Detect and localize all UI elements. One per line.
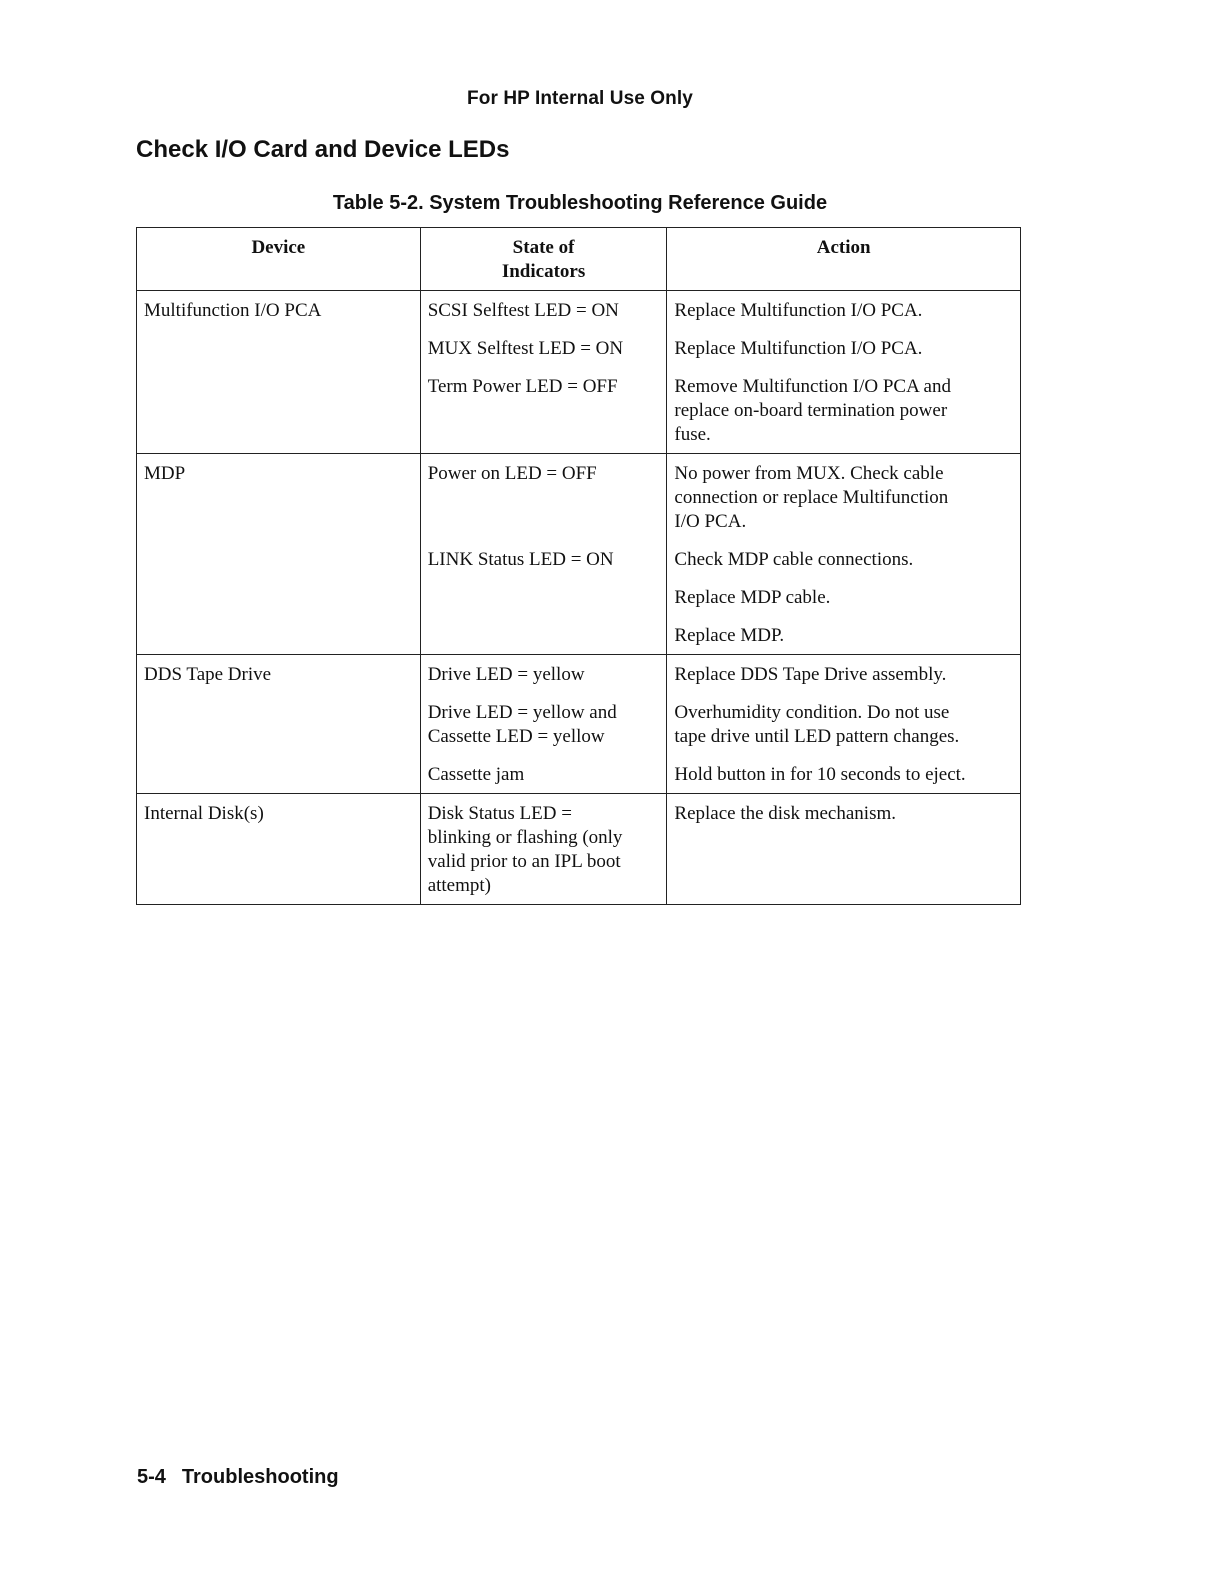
- column-header-action: [667, 228, 1021, 291]
- corrective-action-line: Hold button in for 10 seconds to eject.: [674, 764, 966, 785]
- column-header-state: [420, 228, 667, 291]
- corrective-action-line: I/O PCA.: [674, 511, 747, 532]
- indicator-state: [421, 794, 667, 904]
- indicator-state: [421, 749, 667, 793]
- indicator-state-line: SCSI Selftest LED = ON: [427, 300, 619, 321]
- action-cell: [667, 655, 1021, 794]
- internal-use-notice: For HP Internal Use Only: [467, 88, 693, 109]
- device-cell: [137, 794, 421, 905]
- indicator-state-line: valid prior to an IPL boot: [427, 851, 621, 872]
- corrective-action: [667, 655, 1020, 687]
- corrective-action: [667, 291, 1020, 323]
- indicator-state: [421, 361, 667, 453]
- corrective-action: [667, 749, 1020, 793]
- corrective-action-line: replace on-board termination power: [674, 400, 948, 421]
- column-header-device-label: Device: [251, 237, 306, 258]
- indicator-state: [421, 610, 667, 654]
- corrective-action-line: No power from MUX. Check cable: [674, 463, 944, 484]
- indicator-state-line: Drive LED = yellow: [427, 664, 585, 685]
- corrective-action-line: Replace MDP.: [674, 625, 785, 646]
- corrective-action: [667, 361, 1020, 453]
- indicator-state-line: blinking or flashing (only: [427, 827, 623, 848]
- device-cell: [137, 454, 421, 655]
- device-cell: [137, 291, 421, 454]
- state-cell: [420, 291, 667, 454]
- indicator-state: [421, 291, 667, 323]
- corrective-action-line: tape drive until LED pattern changes.: [674, 726, 960, 747]
- corrective-action: [667, 610, 1020, 654]
- column-header-state-line2: Indicators: [501, 261, 586, 282]
- corrective-action-line: Replace MDP cable.: [674, 587, 831, 608]
- device-name: DDS Tape Drive: [144, 664, 272, 685]
- device-name: Multifunction I/O PCA: [144, 300, 322, 321]
- column-header-state-line1: State of: [512, 237, 575, 258]
- page-number: 5-4: [137, 1466, 166, 1488]
- state-cell: [420, 794, 667, 905]
- corrective-action-line: Replace Multifunction I/O PCA.: [674, 300, 923, 321]
- action-cell: [667, 291, 1021, 454]
- indicator-state: [421, 454, 667, 534]
- table-body: [137, 291, 1021, 905]
- device-name: Internal Disk(s): [144, 803, 264, 824]
- indicator-state-line: LINK Status LED = ON: [427, 549, 614, 570]
- indicator-state-line: MUX Selftest LED = ON: [427, 338, 624, 359]
- indicator-state-line: Cassette LED = yellow: [427, 726, 605, 747]
- corrective-action: [667, 323, 1020, 361]
- indicator-state-line: Term Power LED = OFF: [427, 376, 618, 397]
- device-cell: [137, 655, 421, 794]
- table-row: [137, 794, 1021, 905]
- indicator-state: [421, 655, 667, 687]
- state-cell: [420, 655, 667, 794]
- indicator-state-line: Power on LED = OFF: [427, 463, 597, 484]
- column-header-action-label: Action: [816, 237, 871, 258]
- indicator-state-line: attempt): [427, 875, 491, 896]
- corrective-action-line: Check MDP cable connections.: [674, 549, 914, 570]
- corrective-action-line: Replace the disk mechanism.: [674, 803, 897, 824]
- corrective-action-line: Replace Multifunction I/O PCA.: [674, 338, 923, 359]
- indicator-state: [421, 687, 667, 749]
- footer-section-name: Troubleshooting: [181, 1466, 339, 1488]
- troubleshooting-table: [136, 227, 1021, 905]
- corrective-action-line: Overhumidity condition. Do not use: [674, 702, 950, 723]
- table-row: [137, 291, 1021, 454]
- state-cell: [420, 454, 667, 655]
- corrective-action: [667, 454, 1020, 534]
- corrective-action: [667, 687, 1020, 749]
- page-footer: [137, 1466, 339, 1489]
- corrective-action-line: Remove Multifunction I/O PCA and: [674, 376, 951, 397]
- action-cell: [667, 794, 1021, 905]
- indicator-state: [421, 323, 667, 361]
- corrective-action: [667, 534, 1020, 572]
- corrective-action: [667, 572, 1020, 610]
- action-cell: [667, 454, 1021, 655]
- indicator-state: [421, 534, 667, 572]
- section-title: Check I/O Card and Device LEDs: [136, 136, 510, 163]
- device-name: MDP: [144, 463, 186, 484]
- indicator-state: [421, 572, 667, 610]
- table-row: [137, 655, 1021, 794]
- column-header-device: [137, 228, 421, 291]
- indicator-state-line: Drive LED = yellow and: [427, 702, 617, 723]
- table-header-row: [137, 228, 1021, 291]
- table-caption: Table 5-2. System Troubleshooting Reference Guide: [332, 192, 828, 214]
- table-row: [137, 454, 1021, 655]
- corrective-action: [667, 794, 1020, 904]
- corrective-action-line: fuse.: [674, 424, 711, 445]
- indicator-state-line: Disk Status LED =: [427, 803, 572, 824]
- corrective-action-line: Replace DDS Tape Drive assembly.: [674, 664, 947, 685]
- corrective-action-line: connection or replace Multifunction: [674, 487, 949, 508]
- indicator-state-line: Cassette jam: [427, 764, 525, 785]
